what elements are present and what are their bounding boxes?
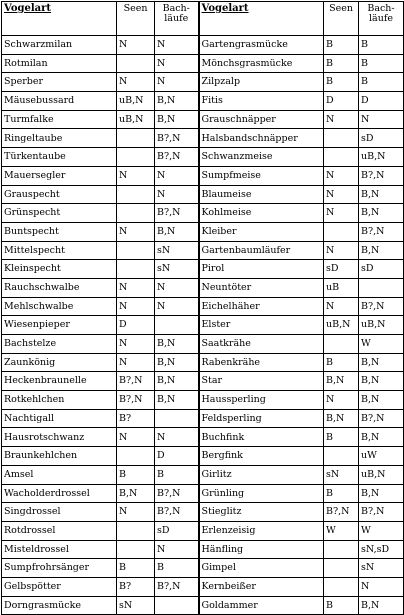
bachlaeufe-cell <box>155 409 199 428</box>
bird-name-cell: Grünspecht <box>2 204 117 223</box>
bird-name-cell: Buntspecht <box>2 222 117 241</box>
table-row <box>2 166 404 185</box>
table-row <box>2 391 404 410</box>
bird-name-cell: Schwarzmilan <box>2 36 117 55</box>
bachlaeufe-cell: N <box>155 297 199 316</box>
bachlaeufe-cell: B?,N <box>359 166 404 185</box>
seen-cell: B <box>324 73 359 92</box>
seen-cell: N <box>324 297 359 316</box>
bachlaeufe-cell: B,N <box>359 372 404 391</box>
table-row <box>2 36 404 55</box>
bachlaeufe-cell: N <box>155 73 199 92</box>
bachlaeufe-cell: sD <box>359 260 404 279</box>
seen-cell: N <box>117 297 155 316</box>
seen-cell: B? <box>117 409 155 428</box>
bird-name-cell: Sumpfrohrsänger <box>2 559 117 578</box>
seen-cell <box>324 540 359 559</box>
bachlaeufe-cell: uW <box>359 447 404 466</box>
bird-name-cell: Mehlschwalbe <box>2 297 117 316</box>
bird-name-cell: Gartenbaumläufer <box>199 241 324 260</box>
bird-name-cell: Haussperling <box>199 391 324 410</box>
table-row <box>2 278 404 297</box>
bird-name-cell: Zilpzalp <box>199 73 324 92</box>
table-row <box>2 577 404 596</box>
bird-name-cell: Grauspecht <box>2 185 117 204</box>
table-row <box>2 409 404 428</box>
seen-cell <box>324 559 359 578</box>
bachlaeufe-cell: B?,N <box>155 503 199 522</box>
seen-cell: N <box>117 503 155 522</box>
table-row <box>2 484 404 503</box>
seen-cell: sD <box>324 260 359 279</box>
bird-name-cell: Feldsperling <box>199 409 324 428</box>
seen-cell: B <box>324 353 359 372</box>
bachlaeufe-cell: W <box>359 335 404 354</box>
table-row <box>2 222 404 241</box>
bird-name-cell: Rabenkrähe <box>199 353 324 372</box>
bachlaeufe-cell: N <box>155 540 199 559</box>
bachlaeufe-cell: B,N <box>359 391 404 410</box>
bachlaeufe-cell: D <box>155 447 199 466</box>
table-row <box>2 73 404 92</box>
table-row <box>2 241 404 260</box>
bachlaeufe-cell: uB,N <box>359 316 404 335</box>
bachlaeufe-cell: B?,N <box>359 503 404 522</box>
bird-name-cell: Singdrossel <box>2 503 117 522</box>
bird-name-cell: Braunkehlchen <box>2 447 117 466</box>
seen-cell: N <box>324 204 359 223</box>
seen-cell: N <box>117 278 155 297</box>
bachlaeufe-cell: B?,N <box>359 222 404 241</box>
bird-name-cell: Wacholderdrossel <box>2 484 117 503</box>
bachlaeufe-cell: B <box>359 73 404 92</box>
bachlaeufe-cell <box>359 278 404 297</box>
bird-name-cell: Fitis <box>199 92 324 111</box>
bird-name-cell: Saatkrähe <box>199 335 324 354</box>
bird-name-cell: Gartengrasmücke <box>199 36 324 55</box>
header-vogelart-left: Vogelart <box>2 2 117 36</box>
bird-name-cell: Grauschnäpper <box>199 110 324 129</box>
bachlaeufe-cell: B?,N <box>155 204 199 223</box>
bird-name-cell: Eichelhäher <box>199 297 324 316</box>
bachlaeufe-cell: B,N <box>359 428 404 447</box>
bird-name-cell: Bachstelze <box>2 335 117 354</box>
seen-cell: uB <box>324 278 359 297</box>
bird-name-cell: Pirol <box>199 260 324 279</box>
bachlaeufe-cell: N <box>155 54 199 73</box>
bird-name-cell: Buchfink <box>199 428 324 447</box>
bird-name-cell: Goldammer <box>199 596 324 615</box>
bird-name-cell: Zaunkönig <box>2 353 117 372</box>
bachlaeufe-cell: B,N <box>359 241 404 260</box>
seen-cell <box>117 260 155 279</box>
table-row <box>2 540 404 559</box>
seen-cell <box>117 241 155 260</box>
bachlaeufe-cell: W <box>359 521 404 540</box>
table-row <box>2 353 404 372</box>
bachlaeufe-cell: B <box>359 36 404 55</box>
bachlaeufe-cell: B?,N <box>359 409 404 428</box>
seen-cell: N <box>117 428 155 447</box>
table-body <box>2 36 404 615</box>
seen-cell: B <box>117 559 155 578</box>
seen-cell: uB,N <box>324 316 359 335</box>
bachlaeufe-cell: B?,N <box>155 484 199 503</box>
seen-cell: N <box>117 36 155 55</box>
seen-cell: B?,N <box>117 391 155 410</box>
table-row <box>2 204 404 223</box>
seen-cell: B <box>324 596 359 615</box>
bachlaeufe-cell: B,N <box>155 391 199 410</box>
table-row <box>2 297 404 316</box>
seen-cell <box>324 129 359 148</box>
bird-name-cell: Dorngrasmücke <box>2 596 117 615</box>
bird-name-cell: Amsel <box>2 465 117 484</box>
bachlaeufe-cell: sN <box>155 241 199 260</box>
bird-name-cell: Hänfling <box>199 540 324 559</box>
bachlaeufe-cell: B <box>155 465 199 484</box>
table-row <box>2 372 404 391</box>
bird-name-cell: Kleiber <box>199 222 324 241</box>
seen-cell <box>117 185 155 204</box>
seen-cell: B <box>324 54 359 73</box>
bachlaeufe-cell: uB,N <box>359 465 404 484</box>
bachlaeufe-cell: N <box>155 166 199 185</box>
seen-cell: D <box>117 316 155 335</box>
seen-cell: N <box>117 353 155 372</box>
seen-cell <box>117 148 155 167</box>
seen-cell <box>324 148 359 167</box>
bird-name-cell: Sperber <box>2 73 117 92</box>
bachlaeufe-cell: sD <box>359 129 404 148</box>
seen-cell <box>324 335 359 354</box>
table-row <box>2 260 404 279</box>
seen-cell: N <box>117 166 155 185</box>
seen-cell: D <box>324 92 359 111</box>
bird-name-cell: Kleinspecht <box>2 260 117 279</box>
header-vogelart-right: Vogelart <box>199 2 324 36</box>
seen-cell: sN <box>324 465 359 484</box>
bird-name-cell: Kernbeißer <box>199 577 324 596</box>
seen-cell: N <box>324 185 359 204</box>
header-bach-text: Bach- läufe <box>367 3 395 24</box>
seen-cell: W <box>324 521 359 540</box>
bachlaeufe-cell: B,N <box>155 353 199 372</box>
bird-name-cell: Gelbspötter <box>2 577 117 596</box>
table-row <box>2 316 404 335</box>
header-row <box>2 2 404 36</box>
table-row <box>2 54 404 73</box>
bird-name-cell: Turmfalke <box>2 110 117 129</box>
bird-name-cell: Gimpel <box>199 559 324 578</box>
bachlaeufe-cell: B,N <box>155 92 199 111</box>
bachlaeufe-cell: N <box>155 278 199 297</box>
bird-name-cell: Bergfink <box>199 447 324 466</box>
header-seen-right: Seen <box>324 2 359 36</box>
bird-name-cell: Kohlmeise <box>199 204 324 223</box>
seen-cell: B?,N <box>117 372 155 391</box>
bird-name-cell: Blaumeise <box>199 185 324 204</box>
bird-name-cell: Schwanzmeise <box>199 148 324 167</box>
bachlaeufe-cell: B,N <box>359 204 404 223</box>
seen-cell <box>117 204 155 223</box>
bird-name-cell: Hausrotschwanz <box>2 428 117 447</box>
bird-name-cell: Mittelspecht <box>2 241 117 260</box>
seen-cell: B <box>117 465 155 484</box>
seen-cell: B,N <box>324 409 359 428</box>
seen-cell: uB,N <box>117 110 155 129</box>
table-row <box>2 428 404 447</box>
seen-cell: B <box>324 36 359 55</box>
bird-name-cell: Mauersegler <box>2 166 117 185</box>
seen-cell: N <box>117 335 155 354</box>
bird-name-cell: Rotkehlchen <box>2 391 117 410</box>
table-row <box>2 559 404 578</box>
table-row <box>2 110 404 129</box>
bachlaeufe-cell: N <box>155 428 199 447</box>
header-seen-left: Seen <box>117 2 155 36</box>
bird-name-cell: Ringeltaube <box>2 129 117 148</box>
seen-cell: B? <box>117 577 155 596</box>
bird-name-cell: Nachtigall <box>2 409 117 428</box>
bird-occurrence-table <box>1 1 404 615</box>
bachlaeufe-cell: B,N <box>359 484 404 503</box>
seen-cell: B <box>324 428 359 447</box>
bachlaeufe-cell <box>155 596 199 615</box>
table-row <box>2 503 404 522</box>
bachlaeufe-cell: sN <box>359 559 404 578</box>
bird-name-cell: Sumpfmeise <box>199 166 324 185</box>
seen-cell: N <box>324 110 359 129</box>
header-bachlaeufe-left <box>155 2 199 36</box>
table-row <box>2 185 404 204</box>
seen-cell <box>117 447 155 466</box>
bird-name-cell: Stieglitz <box>199 503 324 522</box>
bachlaeufe-cell: B?,N <box>155 148 199 167</box>
bachlaeufe-cell: B,N <box>359 596 404 615</box>
bachlaeufe-cell: B <box>359 54 404 73</box>
bachlaeufe-cell: B <box>155 559 199 578</box>
bird-name-cell: Rotdrossel <box>2 521 117 540</box>
bachlaeufe-cell: N <box>359 110 404 129</box>
bird-name-cell: Türkentaube <box>2 148 117 167</box>
bachlaeufe-cell: B,N <box>155 110 199 129</box>
seen-cell <box>117 54 155 73</box>
bachlaeufe-cell: B,N <box>155 222 199 241</box>
seen-cell <box>117 129 155 148</box>
seen-cell: N <box>324 166 359 185</box>
bachlaeufe-cell: N <box>155 36 199 55</box>
bachlaeufe-cell: D <box>359 92 404 111</box>
bachlaeufe-cell: sD <box>155 521 199 540</box>
bachlaeufe-cell: B?,N <box>155 129 199 148</box>
seen-cell <box>117 521 155 540</box>
bachlaeufe-cell: sN <box>155 260 199 279</box>
bachlaeufe-cell: N <box>359 577 404 596</box>
bird-name-cell: Grünling <box>199 484 324 503</box>
table-row <box>2 447 404 466</box>
seen-cell: B,N <box>324 372 359 391</box>
bachlaeufe-cell: uB,N <box>359 148 404 167</box>
bird-name-cell: Misteldrossel <box>2 540 117 559</box>
bird-name-cell: Wiesenpieper <box>2 316 117 335</box>
seen-cell <box>324 577 359 596</box>
table-row <box>2 129 404 148</box>
seen-cell: B,N <box>117 484 155 503</box>
table-row <box>2 521 404 540</box>
bird-name-cell: Elster <box>199 316 324 335</box>
bachlaeufe-cell: B?,N <box>155 577 199 596</box>
bird-name-cell: Halsbandschnäpper <box>199 129 324 148</box>
seen-cell <box>324 447 359 466</box>
bachlaeufe-cell: sN,sD <box>359 540 404 559</box>
bird-name-cell: Mönchsgrasmücke <box>199 54 324 73</box>
header-bach-text: Bach- läufe <box>162 3 190 24</box>
bachlaeufe-cell: B?,N <box>359 297 404 316</box>
bachlaeufe-cell: N <box>155 185 199 204</box>
bird-name-cell: Rauchschwalbe <box>2 278 117 297</box>
bird-name-cell: Mäusebussard <box>2 92 117 111</box>
seen-cell: N <box>117 222 155 241</box>
table-row <box>2 465 404 484</box>
bachlaeufe-cell: B,N <box>155 335 199 354</box>
bachlaeufe-cell: B,N <box>359 185 404 204</box>
header-bachlaeufe-right <box>359 2 404 36</box>
bachlaeufe-cell: B,N <box>359 353 404 372</box>
table-row <box>2 335 404 354</box>
bird-name-cell: Rotmilan <box>2 54 117 73</box>
bird-name-cell: Neuntöter <box>199 278 324 297</box>
bachlaeufe-cell: B,N <box>155 372 199 391</box>
table-row <box>2 148 404 167</box>
seen-cell: sN <box>117 596 155 615</box>
bachlaeufe-cell <box>155 316 199 335</box>
bird-name-cell: Star <box>199 372 324 391</box>
seen-cell: B?,N <box>324 503 359 522</box>
seen-cell <box>117 540 155 559</box>
bird-name-cell: Erlenzeisig <box>199 521 324 540</box>
seen-cell: N <box>117 73 155 92</box>
seen-cell: uB,N <box>117 92 155 111</box>
bird-name-cell: Girlitz <box>199 465 324 484</box>
seen-cell: B <box>324 484 359 503</box>
bird-name-cell: Heckenbraunelle <box>2 372 117 391</box>
seen-cell: N <box>324 391 359 410</box>
seen-cell: N <box>324 241 359 260</box>
table-row <box>2 92 404 111</box>
table-row <box>2 596 404 615</box>
seen-cell <box>324 222 359 241</box>
